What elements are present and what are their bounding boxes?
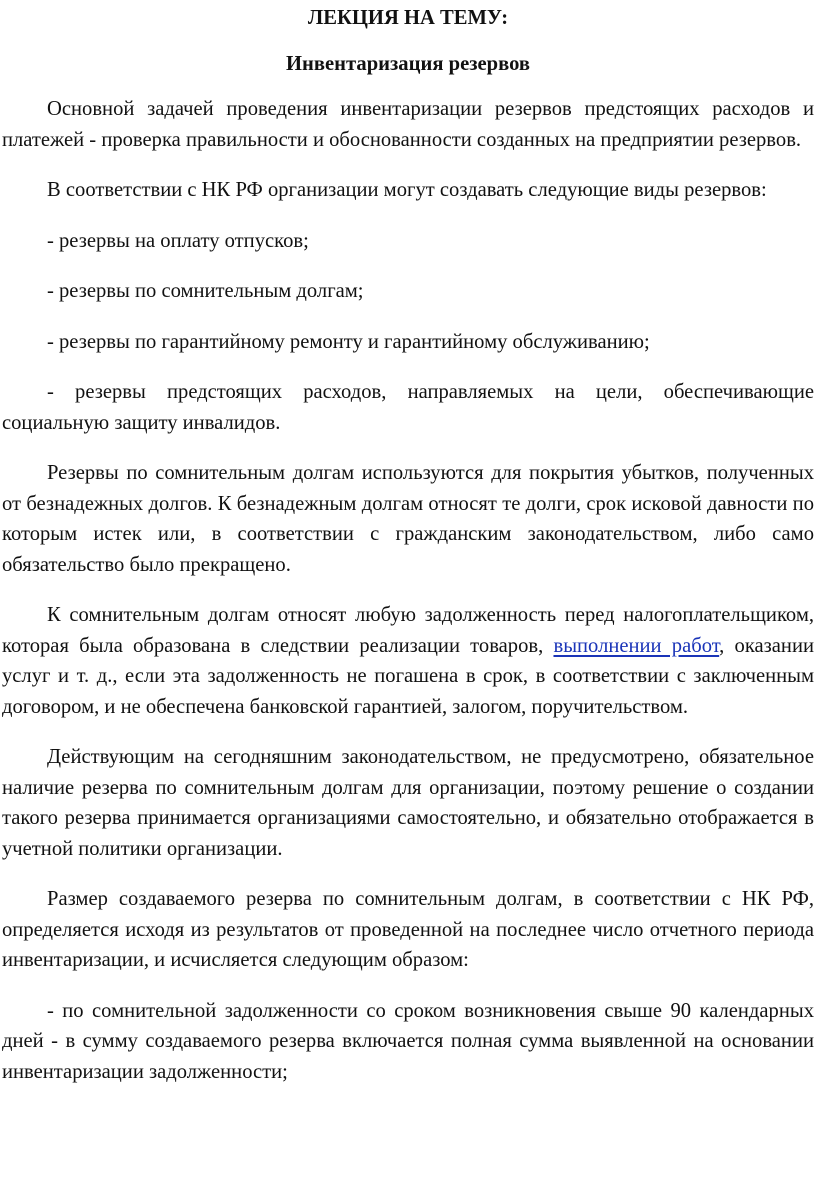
- list-item-over-90-days: - по сомнительной задолженности со сроком возникновения свыше 90 календарных дней - в сумму создаваемого резерва включается полная сумма выявленной на основании инвентаризации задолженности;: [2, 999, 814, 1083]
- list-item-disabled-protection-reserve: - резервы предстоящих расходов, направляемых на цели, обеспечивающие социальную защиту инвалидов.: [2, 381, 814, 434]
- list-item-vacation-reserve: - резервы на оплату отпусков;: [47, 229, 309, 252]
- paragraph-text-after-link: , оказании услуг и т. д., если эта задолженность не погашена в срок, в соответствии с заключенным договором, и не обеспечена банковской гарантией, залогом, поручительством.: [2, 634, 814, 718]
- paragraph-main-task: Основной задачей проведения инвентаризации резервов предстоящих расходов и платежей - проверка правильности и обоснованности созданных на предприятии резервов.: [2, 98, 814, 151]
- paragraph-doubtful-debts-usage: Резервы по сомнительным долгам используются для покрытия убытков, полученных от безнадежных долгов. К безнадежным долгам относят те долги, срок исковой давности по которым истек или, в соответствии с гражданским законодательством, либо само обязательство было прекращено.: [2, 462, 814, 576]
- paragraph-current-legislation: Действующим на сегодняшним законодательством, не предусмотрено, обязательное наличие резерва по сомнительным долгам для организации, поэтому решение о создании такого резерва принимается организациями самостоятельно, и обязательно отображается в учетной политики организации.: [2, 746, 814, 860]
- link-works-performance[interactable]: выполнении работ: [553, 634, 720, 657]
- document-subtitle: Инвентаризация резервов: [286, 52, 530, 75]
- document-title: ЛЕКЦИЯ НА ТЕМУ:: [307, 7, 509, 29]
- paragraph-reserve-types: В соответствии с НК РФ организации могут создавать следующие виды резервов:: [47, 179, 767, 201]
- paragraph-text-before-link: К сомнительным долгам относят любую задолженность перед налогоплательщиком, которая была образована в следствии реализации товаров,: [2, 604, 814, 657]
- paragraph-reserve-size: Размер создаваемого резерва по сомнительным долгам, в соответствии с НК РФ, определяется исходя из результатов от проведенной на последнее число отчетного периода инвентаризации, и исчисляется следующим образом:: [2, 888, 814, 971]
- list-item-doubtful-debts-reserve: - резервы по сомнительным долгам;: [47, 280, 364, 302]
- list-item-warranty-reserve: - резервы по гарантийному ремонту и гарантийному обслуживанию;: [47, 330, 650, 353]
- paragraph-doubtful-debts-definition: [2, 600, 814, 722]
